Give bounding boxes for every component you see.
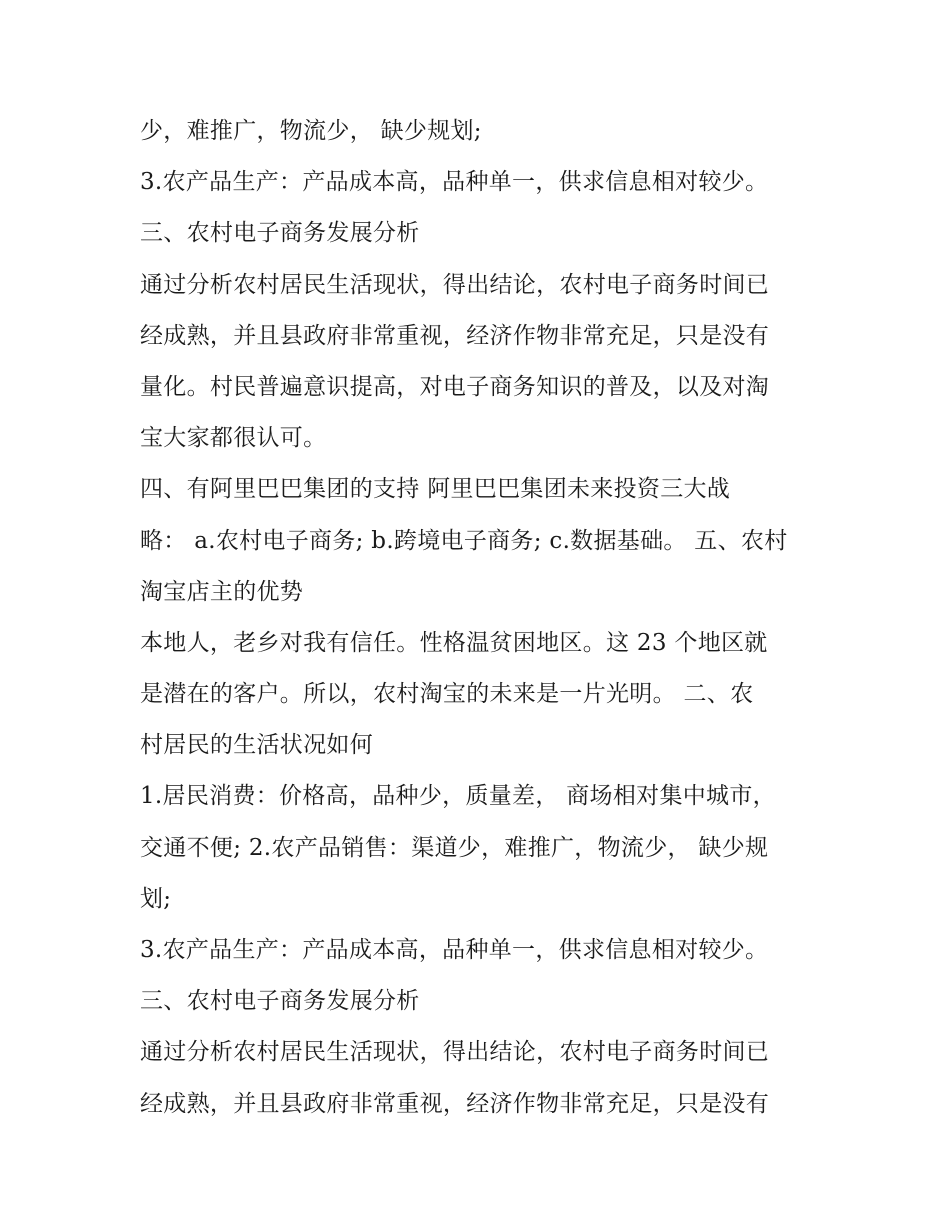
text-line: 通过分析农村居民生活现状，得出结论，农村电子商务时间已 [140,271,770,298]
section-heading: 三、农村电子商务发展分析 [140,220,420,247]
text-line: 1.居民消费：价格高，品种少，质量差， 商场相对集中城市， [140,783,776,810]
text-line: 划; [140,885,172,912]
text-line: 本地人，老乡对我有信任。性格温贫困地区。这 23 个地区就 [140,629,768,656]
text-line: 略： a.农村电子商务; b.跨境电子商务; c.数据基础。 五、农村 [140,527,788,554]
text-line: 量化。村民普遍意识提高，对电子商务知识的普及，以及对淘 [140,373,770,400]
text-line: 是潜在的客户。所以，农村淘宝的未来是一片光明。 二、农 [140,681,754,708]
text-line: 少，难推广，物流少， 缺少规划; [140,118,482,144]
text-line: 经成熟，并且县政府非常重视，经济作物非常充足，只是没有 [140,322,770,349]
section-heading: 四、有阿里巴巴集团的支持 阿里巴巴集团未来投资三大战 [140,476,731,503]
text-line: 3.农产品生产：产品成本高，品种单一，供求信息相对较少。 [140,937,769,963]
document-body [140,106,820,1130]
text-line: 宝大家都很认可。 [140,425,327,452]
section-heading: 三、农村电子商务发展分析 [140,988,420,1015]
text-line: 3.农产品生产：产品成本高，品种单一，供求信息相对较少。 [140,169,769,196]
text-line: 村居民的生活状况如何 [140,732,373,759]
text-line: 经成熟，并且县政府非常重视，经济作物非常充足，只是没有 [140,1090,770,1117]
text-line: 交通不便; 2.农产品销售：渠道少，难推广，物流少， 缺少规 [140,834,769,861]
text-line: 通过分析农村居民生活现状，得出结论，农村电子商务时间已 [140,1039,770,1066]
text-line: 淘宝店主的优势 [140,578,304,605]
